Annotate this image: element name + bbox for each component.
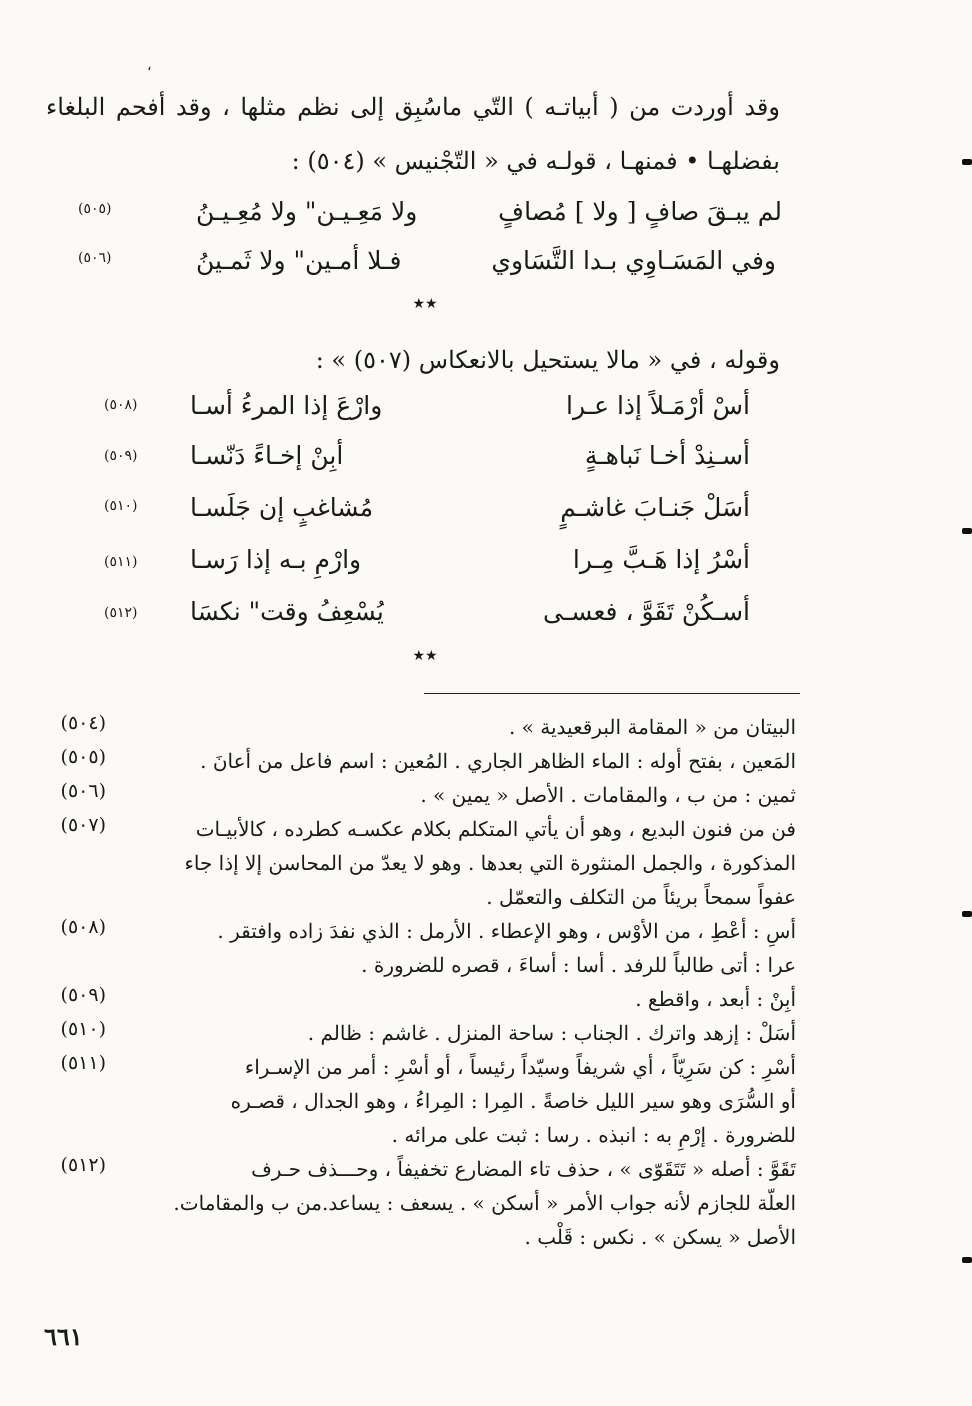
footnote-label: (٥٠٨) <box>60 916 106 938</box>
footnote-line: العلّة للجازم لأنه جواب الأمر « أسكن » . يسعف : يساعد.من ب والمقامات. <box>173 1191 796 1215</box>
footnote-line: أسَلْ : إزهد واترك . الجناب : ساحة المنزل . غاشم : ظالم . <box>307 1021 796 1045</box>
footnote-text <box>106 1152 796 1254</box>
scan-edge-mark <box>962 1257 972 1263</box>
verse-5-note: (٥١٠) <box>104 498 138 514</box>
footnote-line: البيتان من « المقامة البرقعيدية » . <box>508 715 796 739</box>
verse-3-left: وارْعَ إذا المرءُ أسـا <box>190 391 383 420</box>
verse-2-right: وفي المَسَـاوِي بـدا التَّسَاوي <box>491 246 776 275</box>
footnote-line: المَعين ، بفتح أوله : الماء الظاهر الجاري . المُعين : اسم فاعل من أعانَ . <box>200 749 796 773</box>
footnote-line: ثمين : من ب ، والمقامات . الأصل « يمين » . <box>420 783 796 807</box>
page-number: ٦٦١ <box>44 1322 83 1351</box>
footnote-text <box>106 1050 796 1152</box>
verse-7-left: يُسْعِفُ وقت" نكسَا <box>190 597 384 626</box>
scan-edge-mark <box>962 159 972 165</box>
footnote-line: تَقَوَّ : أصله « تَتَقَوّى » ، حذف تاء المضارع تخفيفاً ، وحـــذف حـرف <box>251 1157 796 1181</box>
footnote-text <box>106 778 796 812</box>
footnote-text <box>106 710 796 744</box>
verse-7-right: أسـكُنْ تَقَوَّ ، فعسـى <box>543 597 750 626</box>
footnote-label: (٥١١) <box>60 1052 106 1074</box>
verse-3-right: أسْ أرْمَـلاً إذا عـرا <box>566 391 750 420</box>
footnote-512 <box>46 1152 796 1254</box>
verse-6-left: وارْمِ بـه إذا رَسـا <box>190 545 362 574</box>
footnote-line: عرا : أتى طالباً للرفد . أسا : أساءَ ، قصره للضرورة . <box>361 953 796 977</box>
verse-1-left: ولا مَعِـيـن" ولا مُعِـيـنُ <box>196 197 418 226</box>
stars-divider-2: ★★ <box>412 648 438 664</box>
footnote-510 <box>46 1016 796 1050</box>
verse-5-right: أسَلْ جَنـابَ غاشـمٍ <box>560 493 750 522</box>
footnote-line: الأصل « يسكن » . نكس : قَلْب . <box>524 1225 796 1249</box>
footnote-label: (٥٠٦) <box>60 780 106 802</box>
verse-6-note: (٥١١) <box>104 554 138 570</box>
footnote-line: للضرورة . إرْمِ به : انبذه . رسا : ثبت على مرائه . <box>391 1123 796 1147</box>
footnote-text <box>106 812 796 914</box>
verse-2-left: فـلا أمـين" ولا ثَمـينُ <box>196 246 402 275</box>
footnote-line: عفواً سمحاً بريئاً من التكلف والتعمّل . <box>486 885 796 909</box>
stars-divider-1: ★★ <box>412 296 438 312</box>
margin-mark: ، <box>147 58 152 74</box>
verse-3-note: (٥٠٨) <box>104 397 138 413</box>
intro-2: وقوله ، في « مالا يستحيل بالانعكاس (٥٠٧) » : <box>315 346 780 374</box>
verse-7-note: (٥١٢) <box>104 605 138 621</box>
footnote-504 <box>46 710 796 744</box>
footnote-506 <box>46 778 796 812</box>
verse-2-note: (٥٠٦) <box>78 250 112 266</box>
footnote-line: فن من فنون البديع ، وهو أن يأتي المتكلم بكلام عكسـه كطرده ، كالأبيـات <box>195 817 796 841</box>
footnote-label: (٥١٠) <box>60 1018 106 1040</box>
footnote-line: أسِ : أعْطِ ، من الأوْس ، وهو الإعطاء . الأرمل : الذي نفدَ زاده وافتقر . <box>217 919 796 943</box>
footnotes <box>46 710 796 1254</box>
footnote-text <box>106 982 796 1016</box>
footnote-507 <box>46 812 796 914</box>
footnote-511 <box>46 1050 796 1152</box>
scan-edge-mark <box>962 528 972 534</box>
footnote-line: أبِنْ : أبعد ، واقطع . <box>635 987 796 1011</box>
footnote-text <box>106 1016 796 1050</box>
verse-6-right: أسْرُ إذا هَـبَّ مِـرا <box>572 545 750 574</box>
verse-4-left: أبِنْ إخـاءً دَنّسـا <box>190 441 344 470</box>
verse-4-right: أسـنِدْ أخـا نَباهـةٍ <box>584 441 750 470</box>
footnote-label: (٥٠٧) <box>60 814 106 836</box>
footnote-509 <box>46 982 796 1016</box>
footnote-label: (٥٠٩) <box>60 984 106 1006</box>
verse-4-note: (٥٠٩) <box>104 448 138 464</box>
footnote-508 <box>46 914 796 982</box>
footnote-label: (٥٠٥) <box>60 746 106 768</box>
footnote-line: أو السُّرَى وهو سير الليل خاصةً . المِرا : المِراءُ ، وهو الجدال ، قصـره <box>230 1089 796 1113</box>
footnote-separator <box>424 693 800 694</box>
footnote-line: المذكورة ، والجمل المنثورة التي بعدها . وهو لا يعدّ من المحاسن إلا إذا جاء <box>184 851 796 875</box>
footnote-label: (٥٠٤) <box>60 712 106 734</box>
footnote-text <box>106 914 796 982</box>
footnote-505 <box>46 744 796 778</box>
footnote-label: (٥١٢) <box>60 1154 106 1176</box>
intro-line-2: بفضلهـا • فمنهـا ، قولـه في « التّجْنيس » (٥٠٤) : <box>291 147 780 175</box>
footnote-text <box>106 744 796 778</box>
verse-1-right: لم يبـقَ صافٍ [ ولا ] مُصافٍ <box>498 197 782 226</box>
footnote-line: أسْرِ : كن سَرِيّاً ، أي شريفاً وسيّداً رئيساً ، أو أسْرِ : أمر من الإسـراء <box>244 1055 796 1079</box>
intro-line-1: وقد أوردت من ( أبياتـه ) التّي ماسُبِق إلى نظم مثلها ، وقد أفحم البلغاء <box>46 93 780 121</box>
scan-edge-mark <box>962 911 972 917</box>
verse-1-note: (٥٠٥) <box>78 201 112 217</box>
verse-5-left: مُشاغبٍ إن جَلَسـا <box>190 493 374 522</box>
